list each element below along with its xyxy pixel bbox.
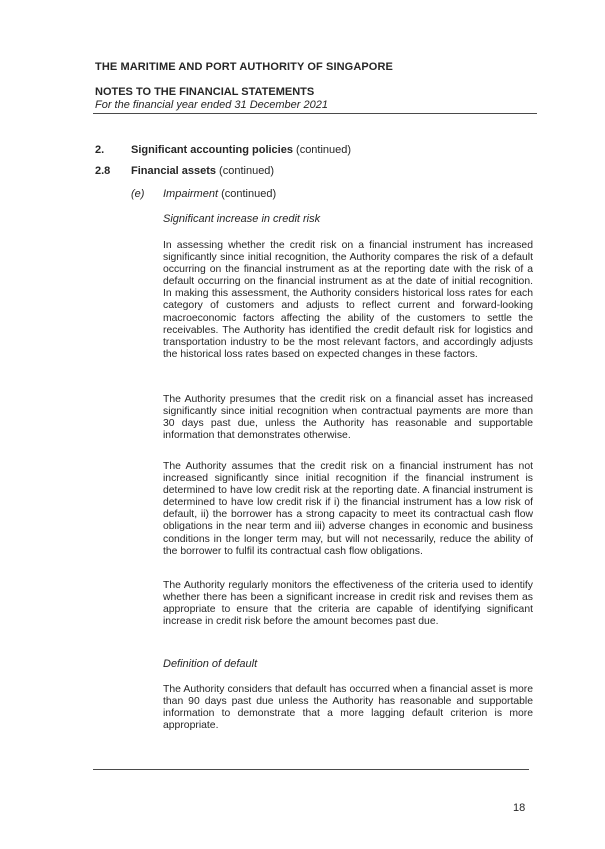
section-title: Significant accounting policies [131, 144, 293, 156]
reporting-period: For the financial year ended 31 December 2021 [95, 99, 328, 111]
item-suffix: (continued) [218, 188, 277, 200]
item-title: Impairment [163, 188, 219, 200]
statement-title: NOTES TO THE FINANCIAL STATEMENTS [95, 86, 315, 98]
paragraph-monitoring: The Authority regularly monitors the effectiveness of the criteria used to identify whether there has been a significant increase in credit risk and revises them as appropriate to ensure that the criteria are capable of identifying significant increase in credit risk before the amount becomes past due. [163, 580, 533, 628]
section-number: 2. [95, 144, 105, 156]
paragraph-presumption: The Authority presumes that the credit risk on a financial asset has increased significantly since initial recognition when contractual payments are more than 30 days past due, unless the Authority has reasonable and supportable information that demonstrates otherwise. [163, 394, 533, 442]
footer-divider [93, 769, 529, 770]
paragraph-credit-risk-assessment: In assessing whether the credit risk on a financial instrument has increased significantly since initial recognition, the Authority compares the risk of a default occurring on the financial instrument as at the reporting date with the risk of a default occurring on the financial instrument as at the date of initial recognition. In making this assessment, the Authority considers historical loss rates for each category of customers and adjusts to reflect current and forward-looking macroeconomic factors affecting the ability of the customers to settle the receivables. The Authority has identified the credit default risk for logistics and transportation industry to be the most relevant factors, and accordingly adjusts the historical loss rates based on expected changes in these factors. [163, 240, 533, 360]
significant-increase-heading: Significant increase in credit risk [163, 213, 321, 225]
page-number: 18 [513, 802, 526, 814]
item-heading [163, 188, 276, 200]
paragraph-default: The Authority considers that default has occurred when a financial asset is more than 90 days past due unless the Authority has reasonable and supportable information to demonstrate that a more lagging default criterion is more appropriate. [163, 684, 533, 732]
subsection-suffix: (continued) [216, 165, 275, 177]
definition-of-default-heading: Definition of default [163, 658, 258, 670]
subsection-heading [131, 165, 274, 177]
item-label: (e) [131, 188, 145, 200]
subsection-number: 2.8 [95, 165, 111, 177]
paragraph-low-credit-risk: The Authority assumes that the credit risk on a financial instrument has not increased significantly since initial recognition if the financial instrument is determined to have low credit risk at the reporting date. A financial instrument is determined to have low credit risk if i) the financial instrument has a low risk of default, ii) the borrower has a strong capacity to meet its contractual cash flow obligations in the near term and iii) adverse changes in economic and business conditions in the longer term may, but will not necessarily, reduce the ability of the borrower to fulfil its contractual cash flow obligations. [163, 461, 533, 557]
section-heading [131, 144, 351, 156]
section-suffix: (continued) [292, 144, 352, 156]
subsection-title: Financial assets [131, 165, 216, 177]
header-divider [93, 113, 537, 114]
organisation-name: THE MARITIME AND PORT AUTHORITY OF SINGAPORE [95, 61, 393, 73]
